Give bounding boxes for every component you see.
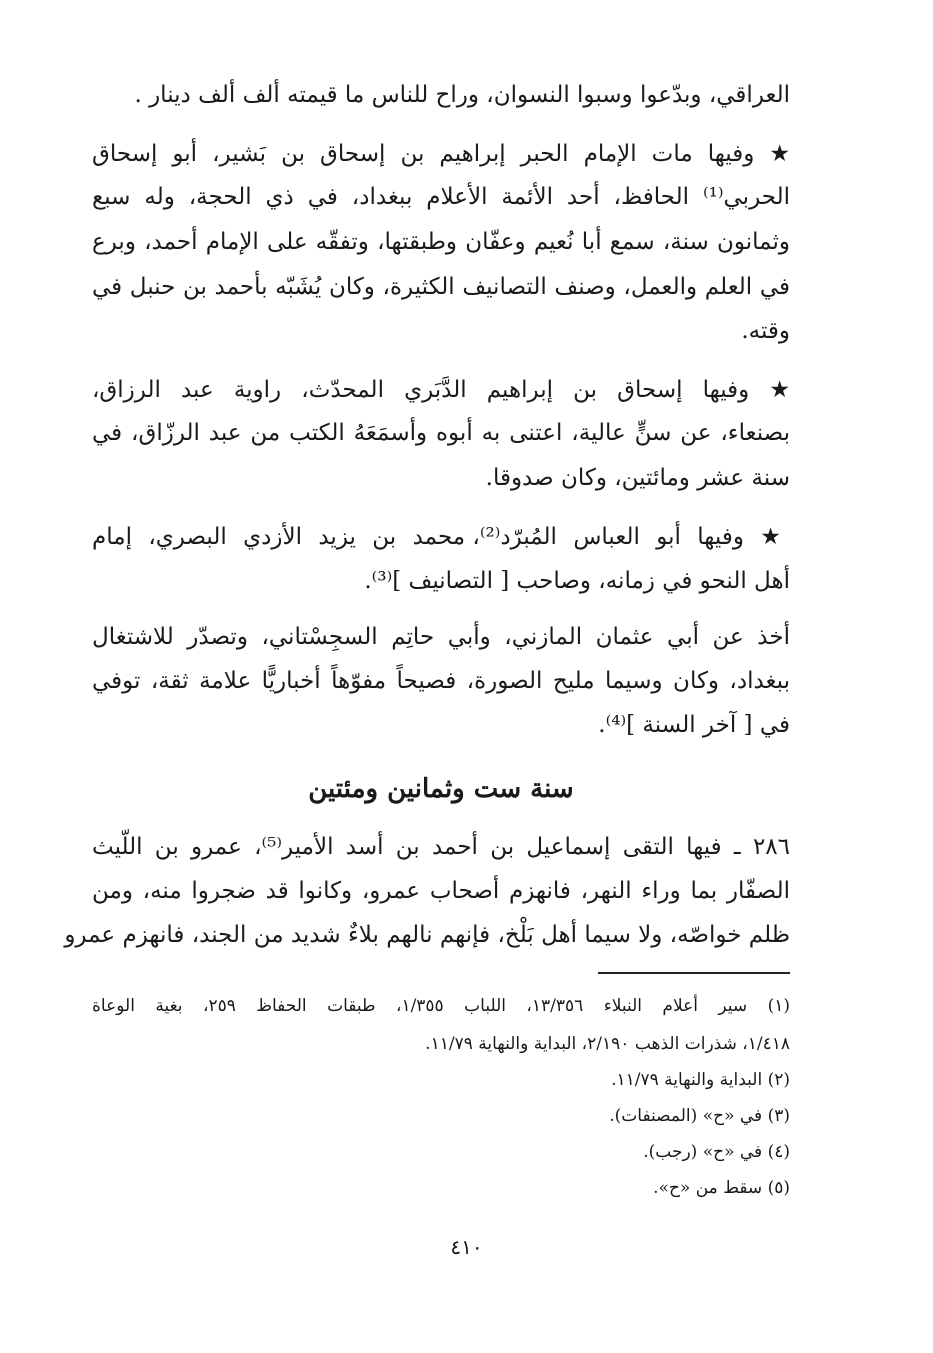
section-heading: سنة ست وثمانين ومئتين (308, 774, 574, 804)
text-line-4: وثمانون سنة، سمع أبا نُعيم وعفّان وطبقتها، وتفقّه على الإمام أحمد، وبرع (92, 229, 790, 255)
text-line-11: أهل النحو في زمانه، وصاحب [ التصانيف ]⁽³⁾. (364, 568, 790, 594)
text-line-6: وقته. (741, 318, 790, 344)
text-line-1: العراقي، وبدّعوا وسبوا النسوان، وراح للناس ما قيمته ألف ألف دينار . (134, 82, 790, 108)
text-line-3: الحربي⁽¹⁾ الحافظ، أحد الأئمة الأعلام ببغداد، في ذي الحجة، وله سبع (92, 184, 790, 210)
text-line-14: في [ آخر السنة ]⁽⁴⁾. (598, 712, 790, 738)
footnote-1-continued: ١/٤١٨، شذرات الذهب ٢/١٩٠، البداية والنهاية ١١/٧٩. (425, 1034, 790, 1054)
text-line-16: الصفّار بما وراء النهر، فانهزم أصحاب عمرو، وكانوا قد ضجروا منه، ومن (92, 878, 790, 904)
text-line-10: ★ وفيها أبو العباس المُبرّد⁽²⁾، محمد بن يزيد الأزدي البصري، إمام (92, 524, 790, 550)
text-line-8: بصنعاء، عن سنٍّ عالية، اعتنى به أبوه وأسمَعَهُ الكتب من عبد الرزّاق، في (92, 420, 790, 446)
text-line-12: أخذ عن أبي عثمان المازني، وأبي حاتِم السجِسْتاني، وتصدّر للاشتغال (92, 624, 790, 650)
text-line-17: ظلم خواصّه، ولا سيما أهل بَلْخ، فإنهم نالهم بلاءٌ شديد من الجند، فانهزم عمرو (64, 922, 790, 948)
text-line-15: ٢٨٦ ـ فيها التقى إسماعيل بن أحمد بن أسد الأمير⁽⁵⁾، عمرو بن اللّيث (92, 834, 790, 860)
footnote-1: (١) سير أعلام النبلاء ١٣/٣٥٦، اللباب ١/٣٥٥، طبقات الحفاظ ٢٥٩، بغية الوعاة (92, 996, 790, 1016)
footnote-3: (٣) في «ح» (المصنفات). (609, 1106, 790, 1126)
footnote-4: (٤) في «ح» (رجب). (643, 1142, 790, 1162)
footnote-2: (٢) البداية والنهاية ١١/٧٩. (611, 1070, 790, 1090)
footnote-separator (598, 972, 790, 974)
text-line-7: ★ وفيها إسحاق بن إبراهيم الدَّبَري المحدّث، راوية عبد الرزاق، (92, 377, 790, 403)
text-line-13: ببغداد، وكان وسيما مليح الصورة، فصيحاً مفوّهاً أخباريًّا علامة ثقة، توفي (92, 668, 790, 694)
text-line-9: سنة عشر ومائتين، وكان صدوقا. (485, 465, 790, 491)
text-line-2: ★ وفيها مات الإمام الحبر إبراهيم بن إسحاق بن بَشير، أبو إسحاق (92, 141, 790, 167)
page-number: ٤١٠ (450, 1235, 483, 1259)
footnote-5: (٥) سقط من «ح». (653, 1178, 790, 1198)
text-line-5: في العلم والعمل، وصنف التصانيف الكثيرة، وكان يُشَبّه بأحمد بن حنبل في (92, 274, 790, 300)
